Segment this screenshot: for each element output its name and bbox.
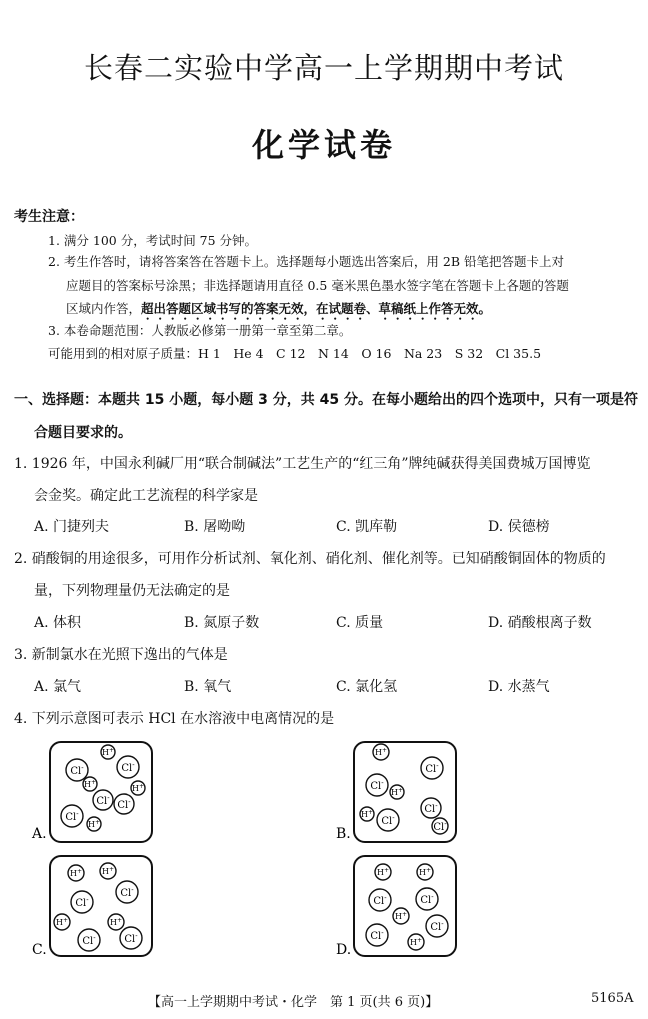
svg-text:Cl-: Cl-	[117, 798, 131, 811]
svg-text:Cl-: Cl-	[433, 820, 447, 833]
page-footer: 【高一上学期期中考试・化学 第 1 页(共 6 页)】	[148, 995, 439, 1010]
svg-text:H+: H+	[101, 866, 115, 876]
notice-item-3: 3. 本卷命题范围：人教版必修第一册第一章至第二章。	[48, 323, 352, 338]
chloride-ion	[71, 891, 93, 913]
svg-text:Cl-: Cl-	[370, 779, 384, 792]
ions-c	[54, 863, 142, 951]
q4-option-b[interactable]	[336, 742, 456, 842]
chloride-ion	[61, 805, 83, 827]
q4-option-d[interactable]	[336, 856, 456, 958]
hydrogen-ion	[83, 777, 97, 791]
notice-item-2-cont: 应题目的答案标号涂黑；非选择题请用直径 0.5 毫米黑色墨水签字笔在答题卡上各题的答题	[66, 278, 569, 293]
svg-text:H+: H+	[376, 867, 390, 877]
hydrogen-ion	[54, 914, 70, 930]
svg-text:Cl-: Cl-	[425, 762, 439, 775]
chloride-ion	[93, 790, 113, 810]
q4-label-b: B.	[336, 826, 351, 842]
q3-option-b[interactable]: B. 氧气	[184, 679, 232, 695]
ions-b	[360, 744, 448, 834]
hydrogen-ion	[390, 785, 404, 799]
chloride-ion	[366, 774, 388, 796]
svg-text:H+: H+	[131, 783, 145, 793]
notice-item-2-tail: 区域内作答，	[66, 301, 142, 316]
svg-text:Cl-: Cl-	[420, 893, 434, 906]
subject-title: 化学试卷	[251, 126, 396, 164]
chloride-ion	[366, 924, 388, 946]
q4-label-c: C.	[32, 942, 47, 958]
svg-text:Cl-: Cl-	[75, 896, 89, 909]
hydrogen-ion	[360, 807, 374, 821]
svg-text:H+: H+	[418, 867, 432, 877]
chloride-ion	[426, 915, 448, 937]
hydrogen-ion	[373, 744, 389, 760]
atomic-masses: 可能用到的相对原子质量：H 1 He 4 C 12 N 14 O 16 Na 23 S 32 Cl 35.5	[48, 346, 542, 361]
svg-text:H+: H+	[409, 937, 423, 947]
notice-item-1: 1. 满分 100 分，考试时间 75 分钟。	[48, 233, 258, 248]
svg-text:Cl-: Cl-	[430, 920, 444, 933]
question-2-stem: 2. 硝酸铜的用途很多，可用作分析试剂、氧化剂、硝化剂、催化剂等。已知硝酸铜固体的物质的	[14, 551, 606, 567]
notice-emphasis: 超出答题区域书写的答案无效，在试题卷、草稿纸上作答无效。	[141, 301, 492, 316]
hydrogen-ion	[408, 934, 424, 950]
hydrogen-ion	[375, 864, 391, 880]
q4-option-a[interactable]	[31, 742, 152, 842]
chloride-ion	[421, 798, 441, 818]
q1-option-b[interactable]: B. 屠呦呦	[184, 519, 246, 535]
chloride-ion	[116, 881, 138, 903]
q3-option-a[interactable]: A. 氯气	[34, 679, 82, 695]
hydrogen-ion	[108, 914, 124, 930]
svg-text:Cl-: Cl-	[381, 814, 395, 827]
svg-text:Cl-: Cl-	[65, 810, 79, 823]
hydrogen-ion	[100, 863, 116, 879]
paper-code: 5165A	[591, 991, 634, 1006]
chloride-ion	[114, 794, 134, 814]
q3-option-c[interactable]: C. 氯化氢	[336, 679, 398, 695]
svg-text:H+: H+	[390, 787, 404, 797]
q4-label-a: A.	[32, 826, 47, 842]
notice-item-2: 2. 考生作答时，请将答案答在答题卡上。选择题每小题选出答案后，用 2B 铅笔把答题卡上对	[48, 254, 564, 269]
hydrogen-ion	[393, 908, 409, 924]
svg-text:H+: H+	[109, 917, 123, 927]
question-1-stem-cont: 会金奖。确定此工艺流程的科学家是	[34, 488, 258, 504]
q3-option-d[interactable]: D. 水蒸气	[488, 679, 550, 695]
hydrogen-ion	[101, 745, 115, 759]
ions-a	[61, 745, 145, 831]
svg-text:Cl-: Cl-	[424, 802, 438, 815]
svg-text:H+: H+	[374, 747, 388, 757]
svg-text:Cl-: Cl-	[124, 932, 138, 945]
chloride-ion	[120, 927, 142, 949]
svg-text:H+: H+	[101, 747, 115, 757]
svg-text:H+: H+	[87, 819, 101, 829]
exam-title: 长春二实验中学高一上学期期中考试	[83, 51, 564, 85]
hydrogen-ion	[417, 864, 433, 880]
svg-text:Cl-: Cl-	[121, 761, 135, 774]
svg-text:Cl-: Cl-	[120, 886, 134, 899]
section-heading: 一、选择题：本题共 15 小题，每小题 3 分，共 45 分。在每小题给出的四个选项中，只有一项是符	[14, 392, 638, 408]
question-4-stem: 4. 下列示意图可表示 HCl 在水溶液中电离情况的是	[14, 711, 335, 727]
chloride-ion	[78, 929, 100, 951]
q1-option-a[interactable]: A. 门捷列夫	[34, 519, 110, 535]
q4-option-c[interactable]	[32, 856, 152, 958]
svg-text:Cl-: Cl-	[82, 934, 96, 947]
question-1-stem: 1. 1926 年，中国永利碱厂用“联合制碱法”工艺生产的“红三角”牌纯碱获得美国费城万国博览	[14, 456, 591, 472]
svg-text:H+: H+	[55, 917, 69, 927]
q1-option-c[interactable]: C. 凯库勒	[336, 519, 398, 535]
q2-option-a[interactable]: A. 体积	[34, 615, 82, 631]
chloride-ion	[421, 757, 443, 779]
chloride-ion	[377, 809, 399, 831]
hydrogen-ion	[87, 817, 101, 831]
notice-heading: 考生注意：	[14, 209, 84, 225]
q4-label-d: D.	[336, 942, 352, 958]
question-2-stem-cont: 量，下列物理量仍无法确定的是	[34, 583, 230, 599]
svg-text:Cl-: Cl-	[70, 764, 84, 777]
q2-option-b[interactable]: B. 氮原子数	[184, 615, 260, 631]
q1-option-d[interactable]: D. 侯德榜	[488, 519, 550, 535]
chloride-ion	[369, 889, 391, 911]
svg-text:Cl-: Cl-	[96, 794, 110, 807]
svg-text:Cl-: Cl-	[373, 894, 387, 907]
svg-text:H+: H+	[83, 779, 97, 789]
ions-d	[366, 864, 448, 950]
svg-text:H+: H+	[69, 868, 83, 878]
notice-item-2-end	[66, 299, 491, 323]
q2-option-c[interactable]: C. 质量	[336, 615, 384, 631]
hydrogen-ion	[68, 865, 84, 881]
chloride-ion	[416, 888, 438, 910]
chloride-ion	[117, 756, 139, 778]
svg-text:H+: H+	[360, 809, 374, 819]
question-3-stem: 3. 新制氯水在光照下逸出的气体是	[14, 647, 228, 663]
chloride-ion	[432, 818, 448, 834]
q4-diagrams	[0, 730, 648, 970]
svg-text:Cl-: Cl-	[370, 929, 384, 942]
chloride-ion	[66, 759, 88, 781]
q2-option-d[interactable]: D. 硝酸根离子数	[488, 615, 592, 631]
hydrogen-ion	[131, 781, 145, 795]
svg-text:H+: H+	[394, 911, 408, 921]
section-heading-cont: 合题目要求的。	[34, 425, 132, 441]
